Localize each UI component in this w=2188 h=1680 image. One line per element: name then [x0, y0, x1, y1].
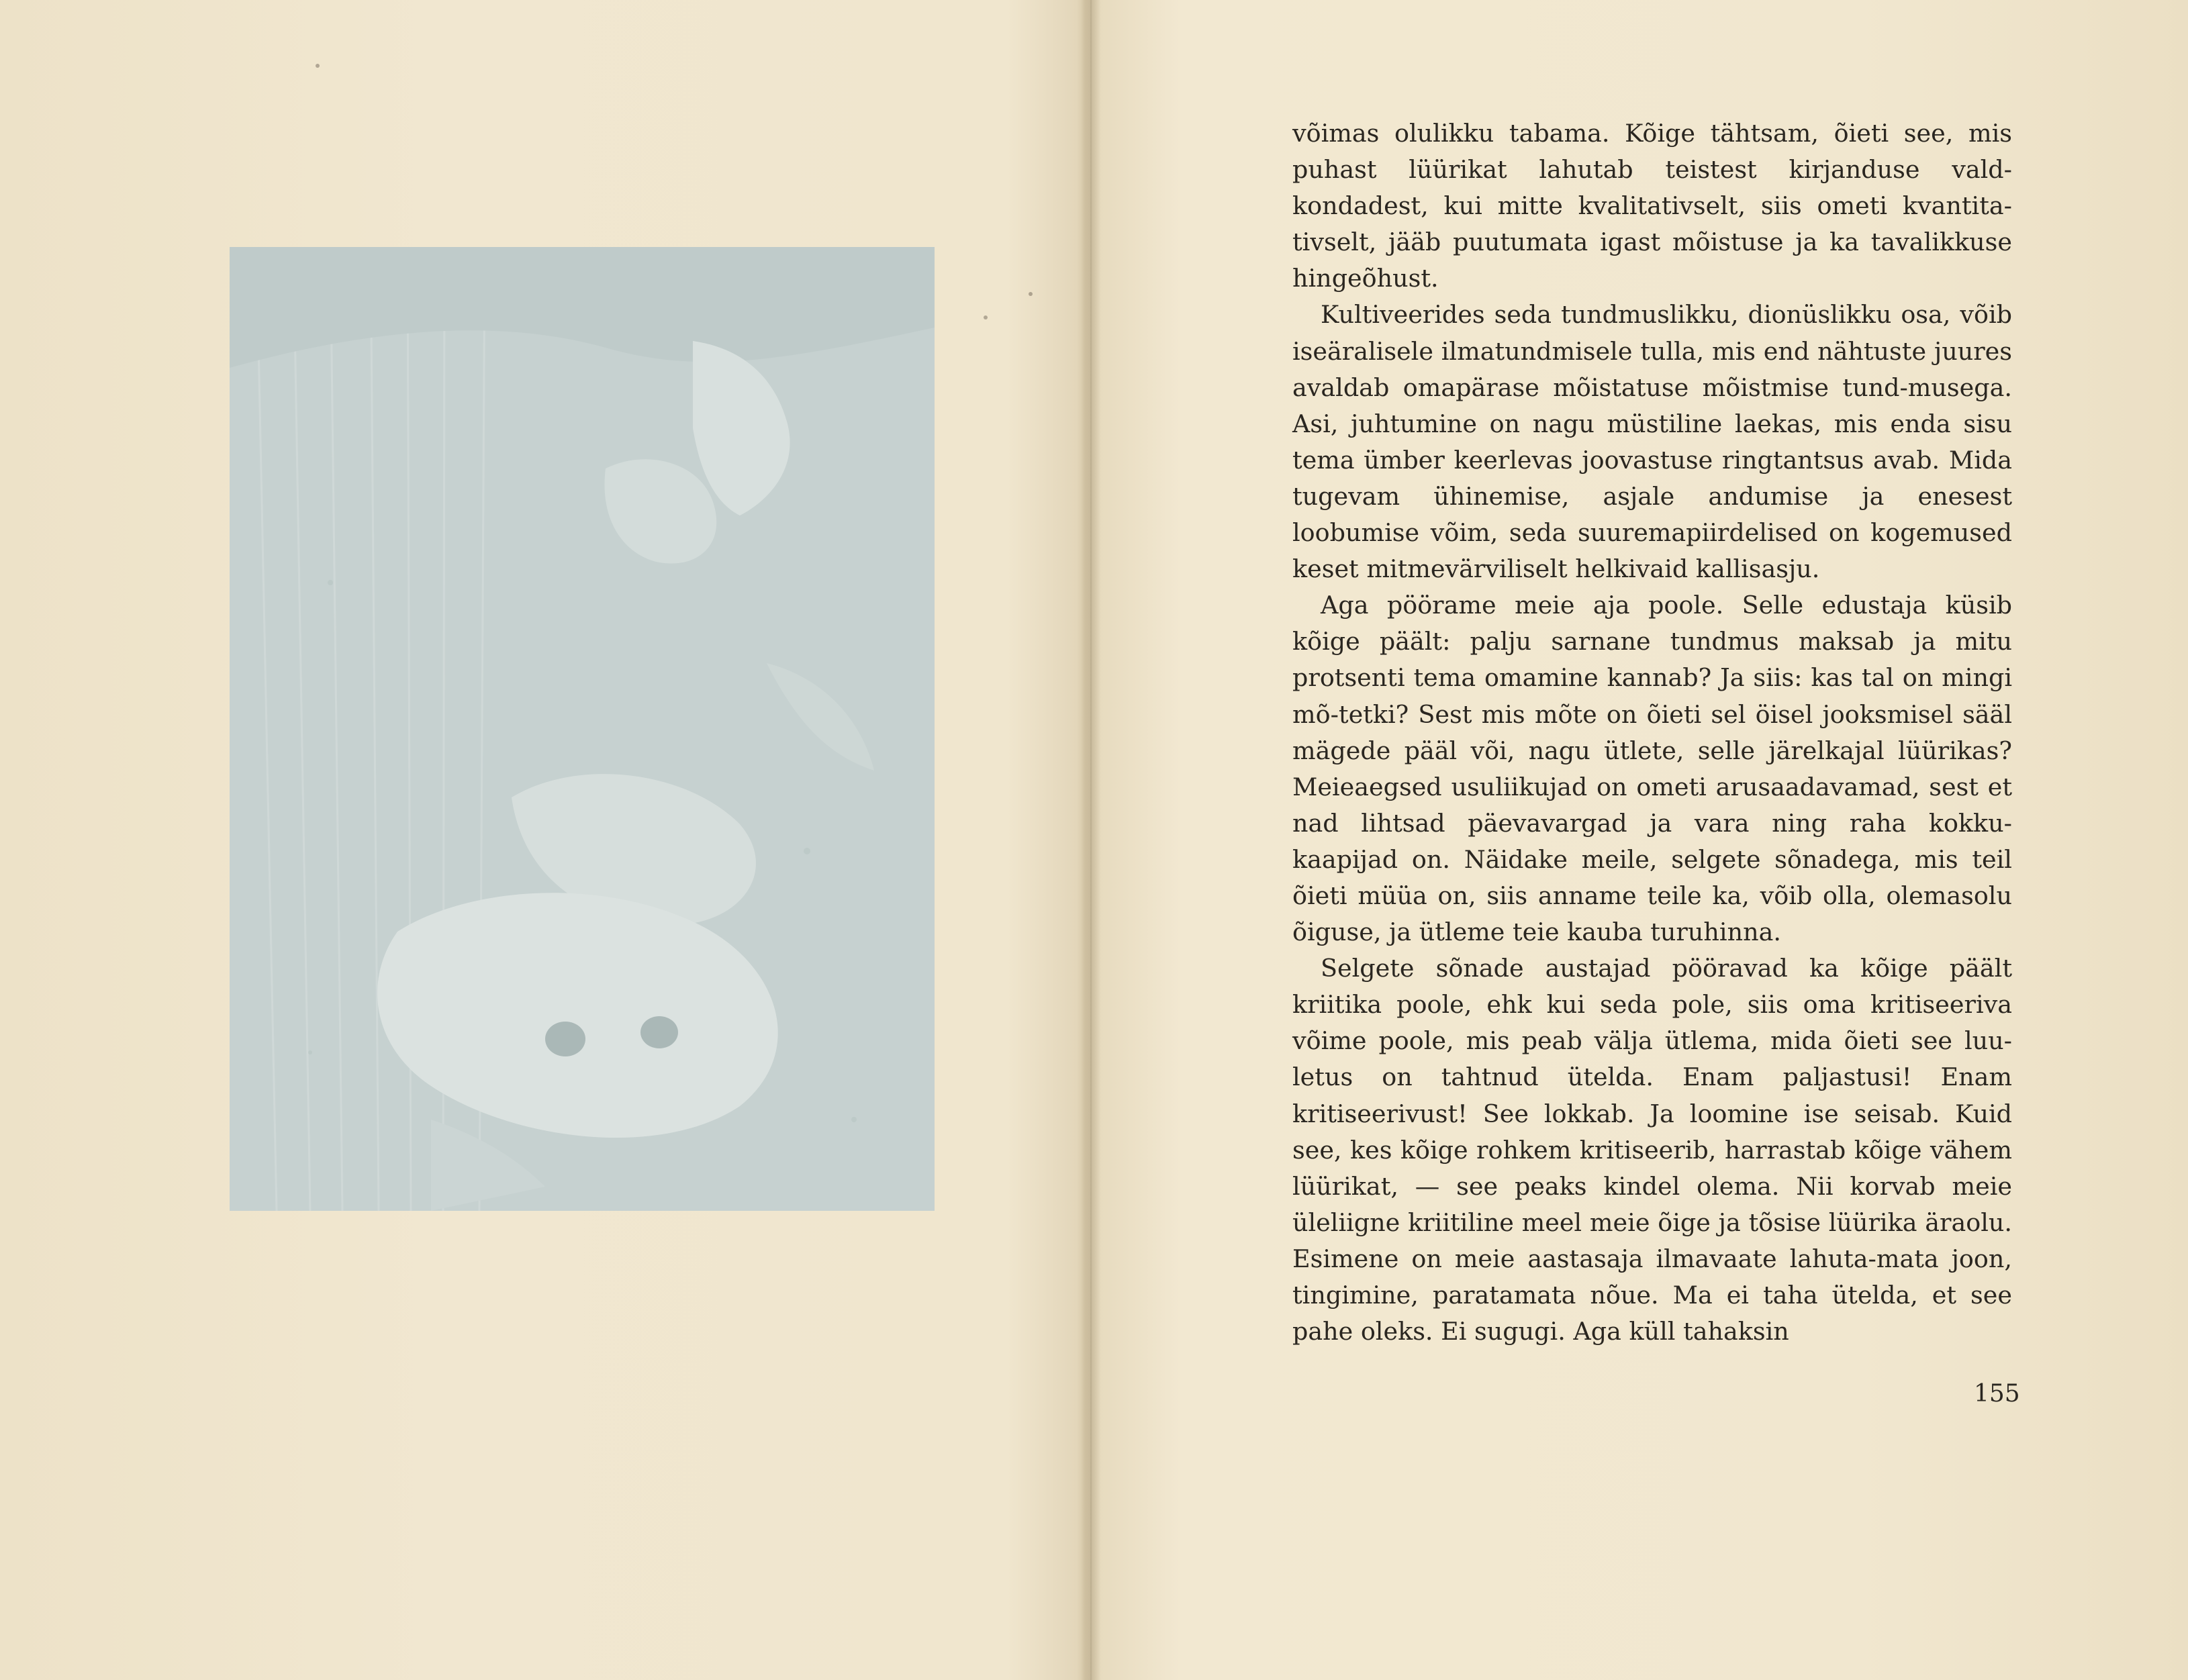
paper-speck — [1029, 292, 1033, 296]
left-page — [0, 0, 1091, 1680]
paper-speck — [984, 315, 988, 319]
paragraph-1: võimas olulikku tabama. Kõige tähtsam, õieti see, mis puhast lüürikat lahutab teistest kirjanduse vald-kondadest, kui mitte kvalitativselt, siis ometi kvantita-tivselt, jääb puutumata igast mõistuse ja ka tavalikkuse hingeõhust. — [1292, 119, 2012, 293]
paragraph-4: Selgete sõnade austajad pööravad ka kõige päält kriitika poole, ehk kui seda pole, siis oma kritiseeriva võime poole, mis peab välja ütlema, mida õieti see luu-letus on tahtnud ütelda. Enam paljastusi! Enam kritiseerivust! See lokkab. Ja loomine ise seisab. Kuid see, kes kõige rohkem kritiseerib, harrastab kõige vähem lüürikat, — see peaks kindel olema. Nii korvab meie üleliigne kriitiline meel meie õige ja tõsise lüürika äraolu. Esimene on meie aastasaja ilmavaate lahuta-mata joon, tingimine, paratamata nõue. Ma ei taha ütelda, et see pahe oleks. Ei sugugi. Aga küll tahaksin — [1292, 954, 2012, 1346]
show-through-caption — [160, 738, 187, 967]
page-number: 155 — [1974, 1380, 2020, 1407]
illustration-plate — [230, 247, 935, 1211]
paragraph-3: Aga pöörame meie aja poole. Selle edustaja küsib kõige päält: palju sarnane tundmus maksab ja mitu protsenti tema omamine kannab? Ja siis: kas tal on mingi mõ-tetki? Sest mis mõte on õieti sel öisel jooksmisel sääl mägede pääl või, nagu ütlete, selle järelkajal lüürikas? Meieaegsed usuliikujad on ometi arusaadavamad, sest et nad lihtsad päevavargad ja vara ning raha kokku-kaapijad on. Näidake meile, selgete sõnadega, mis teil õieti müüa on, siis anname teile ka, võib olla, olemasolu õiguse, ja ütleme teie kauba turuhinna. — [1292, 591, 2012, 947]
body-text — [1292, 115, 2012, 1350]
paper-speck — [316, 64, 320, 68]
faded-woodcut-image — [230, 247, 935, 1211]
paragraph-2: Kultiveerides seda tundmuslikku, dionüslikku osa, võib iseäralisele ilmatundmisele tulla, mis end nähtuste juures avaldab omapärase mõistatuse mõistmise tund-musega. Asi, juhtumine on nagu müstiline laekas, mis enda sisu tema ümber keerlevas joovastuse ringtantsus avab. Mida tugevam ühinemise, asjale andumise ja enesest loobumise võim, seda suuremapiirdelised on kogemused keset mitmevärviliselt helkivaid kallisasju. — [1292, 300, 2012, 584]
